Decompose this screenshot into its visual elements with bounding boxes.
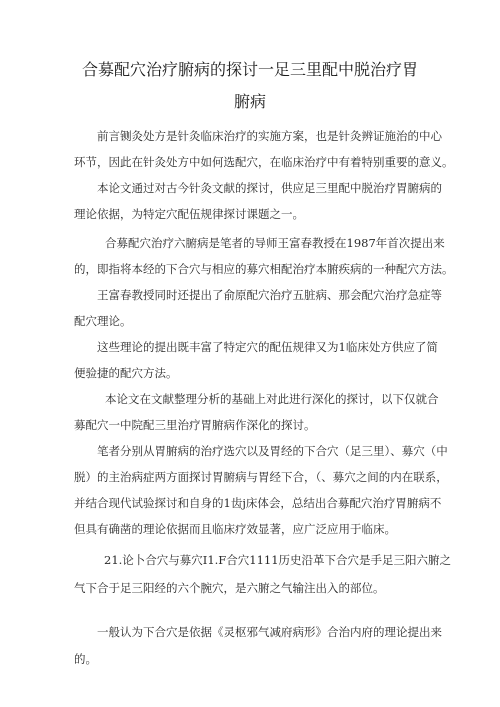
body-line: 脱）的主治病症两方面探讨胃腑病与胃经下合，（、募穴之间的内在联系， — [74, 470, 448, 484]
body-line: 一般认为下合穴是依据《灵枢邪气减府病形》合治内府的理论提出来 — [97, 625, 442, 639]
body-line: 合募配穴治疗六腑病是笔者的导师王富春教授在1987年首次提出来 — [105, 236, 445, 250]
body-line: 的。 — [74, 652, 97, 666]
document-title-line-2: 腑病 — [233, 92, 266, 111]
body-line: 笔者分别从胃腑病的治疗选穴以及胃经的下合穴（足三里）、募穴（中 — [97, 444, 448, 458]
body-line: 但具有确凿的理论依据而且临床疗效显著，应广泛应用于临床。 — [74, 522, 396, 536]
body-line: 前言铡灸处方是针灸临床治疗的实施方案，也是针灸辨证施治的中心 — [97, 129, 442, 143]
body-line: 王富春教授同时还提出了俞原配穴治疗五脏病、那会配穴治疗急症等 — [97, 288, 442, 302]
document-title-line-1: 合募配穴治疗腑病的探讨一足三里配中脱治疗胃 — [81, 60, 418, 79]
body-line: 这些理论的提出既丰富了特定穴的配伍规律又为1临床处方供应了简 — [97, 340, 438, 354]
body-line: 本论文在文献整理分析的基础上对此进行深化的探讨，以下仅就合 — [105, 392, 439, 406]
body-line: 气下合于足三阳经的六个腕穴，是六腑之气输注出入的部位。 — [74, 581, 385, 595]
body-line: 并结合现代试验探讨和自身的1齿j床体会，总结出合募配穴治疗胃腑病不 — [74, 496, 442, 510]
body-line: 环节，因此在针灸处方中如何选配穴，在临床治疗中有着特别重要的意义。 — [74, 155, 454, 169]
body-line: 理论依据，为特定穴配伍规律探讨课题之一。 — [74, 207, 304, 221]
body-line: 本论文通过对古今针灸文献的探讨，供应足三里配中脱治疗胃腑病的 — [97, 181, 442, 195]
body-line: 募配穴一中院配三里治疗胃腑病作深化的探讨。 — [74, 418, 316, 432]
body-line: 配穴理论。 — [74, 314, 132, 328]
body-line: 的，即指将本经的下合穴与相应的募穴相配治疗本腑疾病的一种配穴方法。 — [74, 262, 454, 276]
body-line: 便验捷的配穴方法。 — [74, 366, 178, 380]
body-line: 21.论卜合穴与募穴I1.F合穴1111历史沿革下合穴是手足三阳六腑之 — [104, 553, 452, 567]
